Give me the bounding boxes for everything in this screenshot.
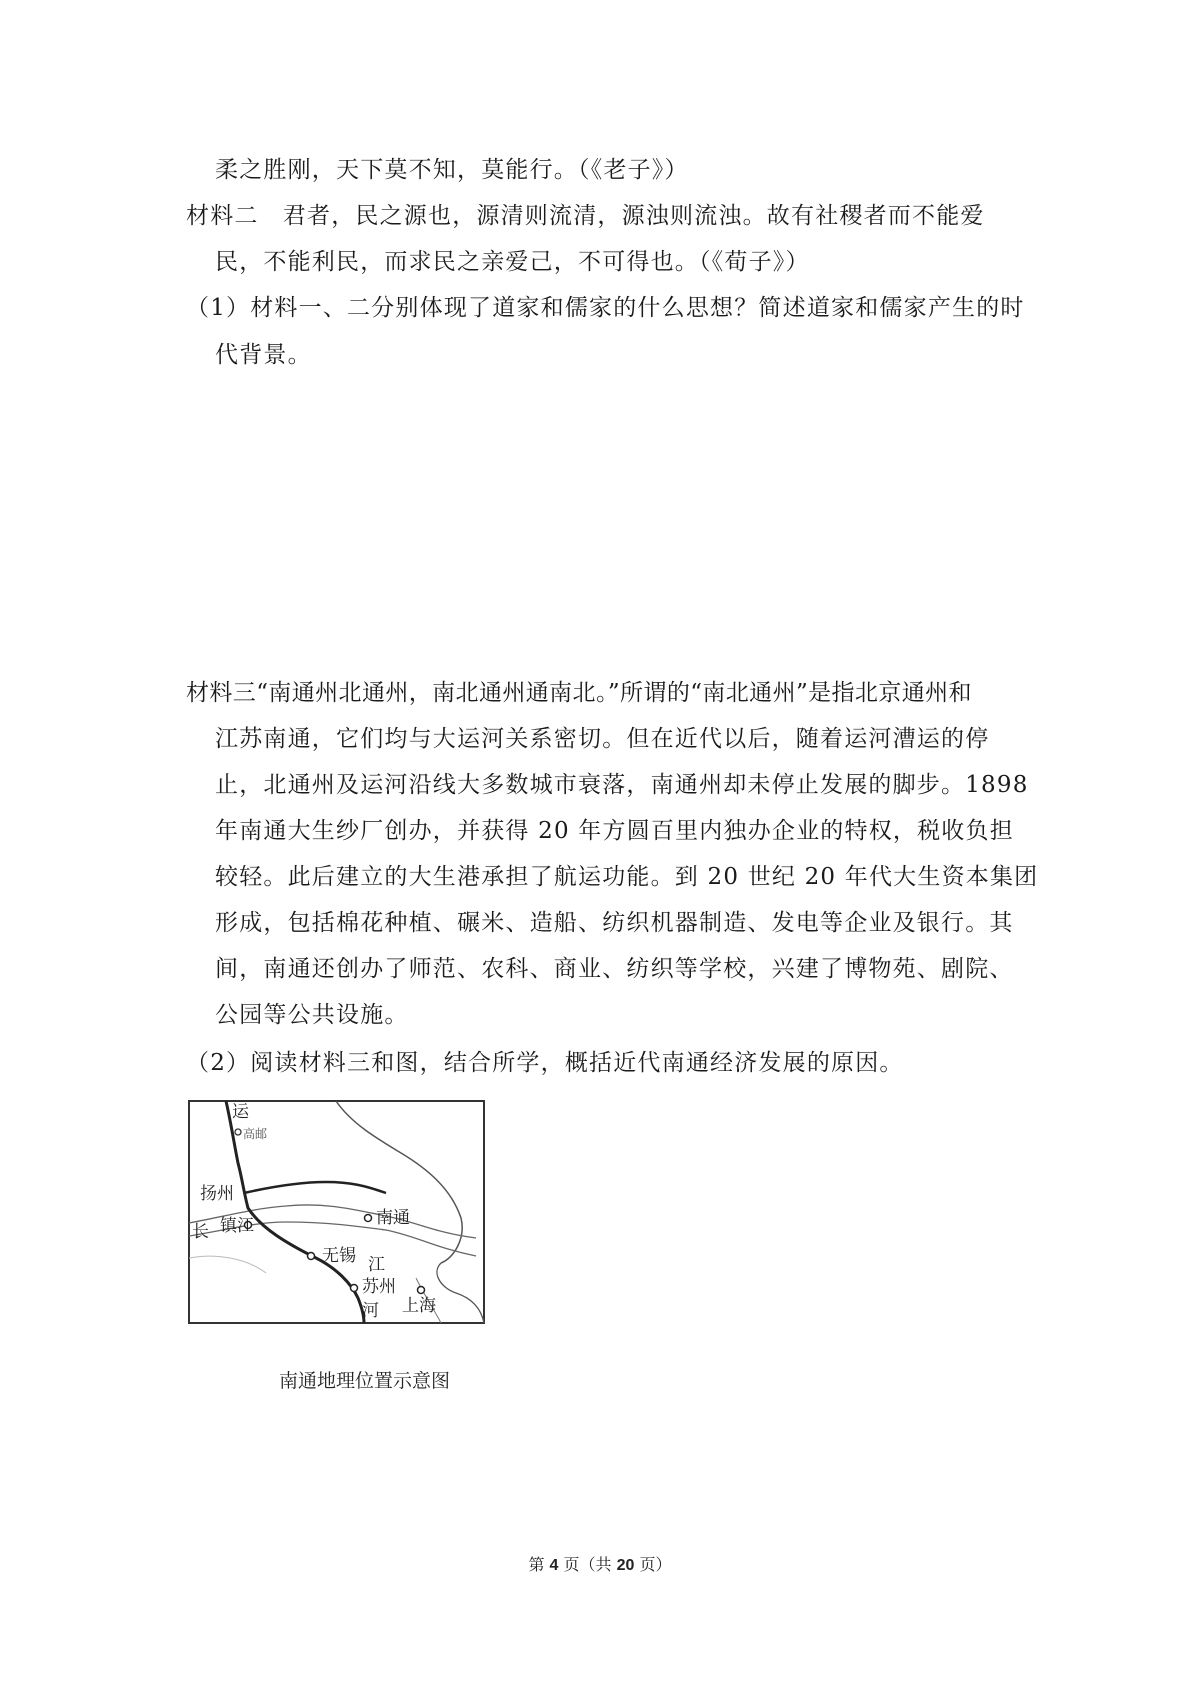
label-shanghai: 上海 [402,1296,436,1316]
material-two-line-2: 民，不能利民，而求民之亲爱己，不可得也。（《荀子》） [215,249,810,275]
material-three-line-1: 材料三“南通州北通州，南北通州通南北。”所谓的“南北通州”是指北京通州和 [186,680,972,706]
wuxi-dot [308,1253,315,1260]
footer-prefix: 第 [528,1555,550,1574]
footer-suffix: 页） [634,1555,672,1574]
material-three-line-2: 江苏南通，它们均与大运河关系密切。但在近代以后，随着运河漕运的停 [215,726,990,752]
suzhou-dot [351,1285,358,1292]
footer-middle: 页（共 [558,1555,617,1574]
material-one-quote-tail: 柔之胜刚，天下莫不知，莫能行。（《老子》） [215,157,689,183]
label-suzhou: 苏州 [362,1277,396,1297]
nantong-location-map [186,1098,492,1408]
material-three-line-8: 公园等公共设施。 [215,1002,409,1028]
shanghai-dot [418,1287,425,1294]
label-wuxi: 无锡 [322,1246,356,1266]
label-he: 河 [362,1301,379,1321]
nantong-dot [365,1215,372,1222]
label-yangzhou: 扬州 [200,1184,234,1204]
question-2: （2）阅读材料三和图，结合所学，概括近代南通经济发展的原因。 [186,1050,904,1076]
gaoyou-dot [235,1129,241,1135]
footer-total-pages: 20 [616,1557,635,1574]
label-zhenjiang: 镇江 [220,1216,254,1236]
label-nantong: 南通 [376,1208,410,1228]
footer-page-number: 4 [549,1557,559,1574]
material-three-line-5: 较轻。此后建立的大生港承担了航运功能。到 20 世纪 20 年代大生资本集团 [215,864,1039,890]
label-yun: 运 [232,1102,249,1122]
question-1-line-1: （1）材料一、二分别体现了道家和儒家的什么思想？简述道家和儒家产生的时 [186,295,1025,321]
material-two-line-1: 材料二 君者，民之源也，源清则流清，源浊则流浊。故有社稷者而不能爱 [186,203,985,229]
label-jiang: 江 [368,1255,385,1275]
material-three-line-4: 年南通大生纱厂创办，并获得 20 年方圆百里内独办企业的特权，税收负担 [215,818,1014,844]
material-three-line-6: 形成，包括棉花种植、碾米、造船、纺织机器制造、发电等企业及银行。其 [215,910,1014,936]
label-chang: 长 [192,1222,209,1242]
material-three-line-3: 止，北通州及运河沿线大多数城市衰落，南通州却未停止发展的脚步。1898 [215,772,1029,798]
page-footer [0,1552,1200,1575]
map-caption: 南通地理位置示意图 [279,1370,451,1392]
question-1-line-2: 代背景。 [215,342,312,368]
label-gaoyou: 高邮 [243,1127,268,1141]
material-three-line-7: 间，南通还创办了师范、农科、商业、纺织等学校，兴建了博物苑、剧院、 [215,956,1014,982]
